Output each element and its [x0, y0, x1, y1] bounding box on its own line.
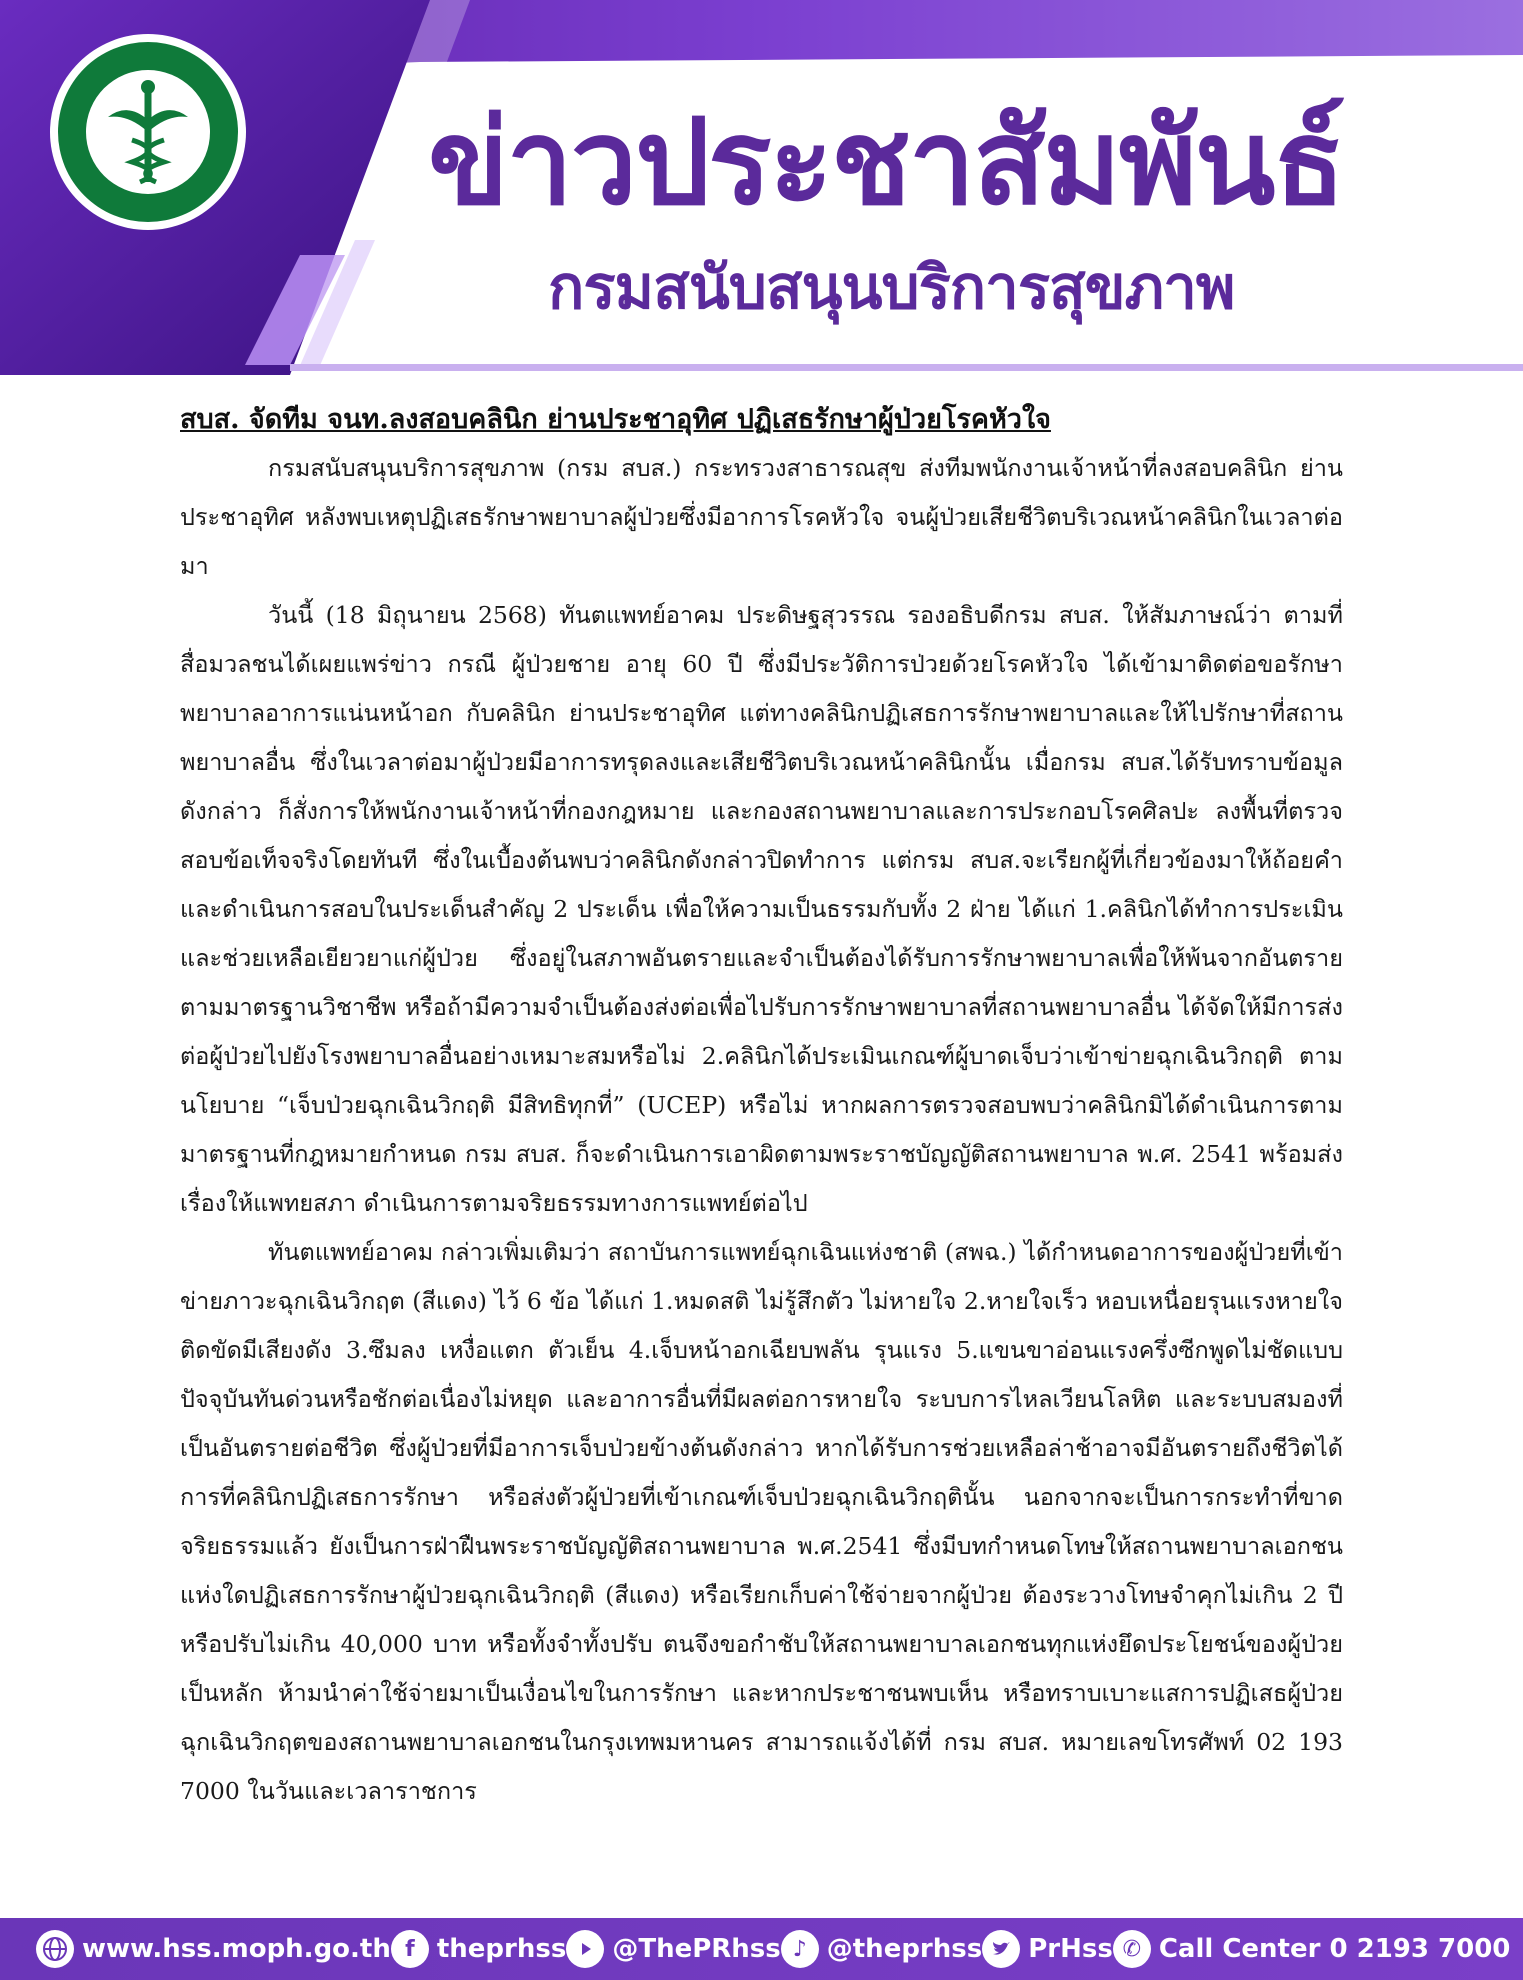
- banner-subtitle: กรมสนับสนุนบริการสุขภาพ: [548, 253, 1235, 323]
- article-paragraph-1: กรมสนับสนุนบริการสุขภาพ (กรม สบส.) กระทรวงสาธารณสุข ส่งทีมพนักงานเจ้าหน้าที่ลงสอบคลินิก ย่านประชาอุทิศ หลังพบเหตุปฏิเสธรักษาพยาบาลผู้ป่วยซึ่งมีอาการโรคหัวใจ จนผู้ป่วยเสียชีวิตบริเวณหน้าคลินิกในเวลาต่อมา: [180, 454, 1343, 580]
- globe-icon: [36, 1930, 74, 1968]
- article-headline: สบส. จัดทีม จนท.ลงสอบคลินิก ย่านประชาอุทิศ ปฏิเสธรักษาผู้ป่วยโรคหัวใจ: [180, 404, 1051, 435]
- footer-twitter-label: PrHss: [1028, 1934, 1113, 1964]
- facebook-icon: f: [391, 1930, 429, 1968]
- article-paragraph-2: วันนี้ (18 มิถุนายน 2568) ทันตแพทย์อาคม ประดิษฐสุวรรณ รองอธิบดีกรม สบส. ให้สัมภาษณ์ว่า ตามที่สื่อมวลชนได้เผยแพร่ข่าว กรณี ผู้ป่วยชาย อายุ 60 ปี ซึ่งมีประวัติการป่วยด้วยโรคหัวใจ ได้เข้ามาติดต่อขอรักษาพยาบาลอาการแน่นหน้าอก กับคลินิก ย่านประชาอุทิศ แต่ทางคลินิกปฏิเสธการรักษาพยาบาลและให้ไปรักษาที่สถานพยาบาลอื่น ซึ่งในเวลาต่อมาผู้ป่วยมีอาการทรุดลงและเสียชีวิตบริเวณหน้าคลินิกนั้น เมื่อกรม สบส.ได้รับทราบข้อมูลดังกล่าว ก็สั่งการให้พนักงานเจ้าหน้าที่กองกฎหมาย และกองสถานพยาบาลและการประกอบโรคศิลปะ ลงพื้นที่ตรวจสอบข้อเท็จจริงโดยทันที ซึ่งในเบื้องต้นพบว่าคลินิกดังกล่าวปิดทำการ แต่กรม สบส.จะเรียกผู้ที่เกี่ยวข้องมาให้ถ้อยคำ และดำเนินการสอบในประเด็นสำคัญ 2 ประเด็น เพื่อให้ความเป็นธรรมกับทั้ง 2 ฝ่าย ได้แก่ 1.คลินิกได้ทำการประเมิน และช่วยเหลือเยียวยาแก่ผู้ป่วย ซึ่งอยู่ในสภาพอันตรายและจำเป็นต้องได้รับการรักษาพยาบาลเพื่อให้พ้นจากอันตรายตามมาตรฐานวิชาชีพ หรือถ้ามีความจำเป็นต้องส่งต่อเพื่อไปรับการรักษาพยาบาลที่สถานพยาบาลอื่น ได้จัดให้มีการส่งต่อผู้ป่วยไปยังโรงพยาบาลอื่นอย่างเหมาะสมหรือไม่ 2.คลินิกได้ประเมินเกณฑ์ผู้บาดเจ็บว่าเข้าข่ายฉุกเฉินวิกฤติ ตามนโยบาย “เจ็บป่วยฉุกเฉินวิกฤติ มีสิทธิทุกที่” (UCEP) หรือไม่ หากผลการตรวจสอบพบว่าคลินิกมิได้ดำเนินการตามมาตรฐานที่กฎหมายกำหนด กรม สบส. ก็จะดำเนินการเอาผิดตามพระราชบัญญัติสถานพยาบาล พ.ศ. 2541 พร้อมส่งเรื่องให้แพทยสภา ดำเนินการตามจริยธรรมทางการแพทย์ต่อไป: [180, 601, 1343, 1217]
- footer-facebook[interactable]: [391, 1930, 566, 1968]
- footer-tiktok-label: @theprhss: [826, 1934, 983, 1964]
- footer-facebook-label: theprhss: [436, 1934, 567, 1964]
- page-header: [0, 0, 1523, 375]
- footer-tiktok[interactable]: [781, 1930, 982, 1968]
- ministry-logo: [40, 32, 270, 282]
- footer-call-center[interactable]: [1113, 1930, 1511, 1968]
- footer-youtube[interactable]: [566, 1930, 780, 1968]
- footer-website-label: www.hss.moph.go.th: [82, 1934, 391, 1964]
- phone-icon: ✆: [1113, 1930, 1151, 1968]
- contact-footer: [0, 1918, 1523, 1980]
- footer-call-center-label: Call Center 0 2193 7000: [1158, 1934, 1511, 1964]
- twitter-icon: [982, 1930, 1020, 1968]
- ministry-seal-icon: [40, 32, 270, 282]
- footer-website[interactable]: [36, 1930, 391, 1968]
- youtube-icon: [566, 1930, 604, 1968]
- footer-twitter[interactable]: [982, 1930, 1113, 1968]
- footer-youtube-label: @ThePRhss: [612, 1934, 781, 1964]
- article: [180, 398, 1343, 1816]
- tiktok-icon: ♪: [781, 1930, 819, 1968]
- article-paragraph-3: ทันตแพทย์อาคม กล่าวเพิ่มเติมว่า สถาบันการแพทย์ฉุกเฉินแห่งชาติ (สพฉ.) ได้กำหนดอาการของผู้ป่วยที่เข้าข่ายภาวะฉุกเฉินวิกฤต (สีแดง) ไว้ 6 ข้อ ได้แก่ 1.หมดสติ ไม่รู้สึกตัว ไม่หายใจ 2.หายใจเร็ว หอบเหนื่อยรุนแรงหายใจติดขัดมีเสียงดัง 3.ซึมลง เหงื่อแตก ตัวเย็น 4.เจ็บหน้าอกเฉียบพลัน รุนแรง 5.แขนขาอ่อนแรงครึ่งซีกพูดไม่ชัดแบบปัจจุบันทันด่วนหรือชักต่อเนื่องไม่หยุด และอาการอื่นที่มีผลต่อการหายใจ ระบบการไหลเวียนโลหิต และระบบสมองที่เป็นอันตรายต่อชีวิต ซึ่งผู้ป่วยที่มีอาการเจ็บป่วยข้างต้นดังกล่าว หากได้รับการช่วยเหลือล่าช้าอาจมีอันตรายถึงชีวิตได้ การที่คลินิกปฏิเสธการรักษา หรือส่งตัวผู้ป่วยที่เข้าเกณฑ์เจ็บป่วยฉุกเฉินวิกฤตินั้น นอกจากจะเป็นการกระทำที่ขาดจริยธรรมแล้ว ยังเป็นการฝ่าฝืนพระราชบัญญัติสถานพยาบาล พ.ศ.2541 ซึ่งมีบทกำหนดโทษให้สถานพยาบาลเอกชนแห่งใดปฏิเสธการรักษาผู้ป่วยฉุกเฉินวิกฤติ (สีแดง) หรือเรียกเก็บค่าใช้จ่ายจากผู้ป่วย ต้องระวางโทษจำคุกไม่เกิน 2 ปี หรือปรับไม่เกิน 40,000 บาท หรือทั้งจำทั้งปรับ ตนจึงขอกำชับให้สถานพยาบาลเอกชนทุกแห่งยึดประโยชน์ของผู้ป่วยเป็นหลัก ห้ามนำค่าใช้จ่ายมาเป็นเงื่อนไขในการรักษา และหากประชาชนพบเห็น หรือทราบเบาะแสการปฏิเสธผู้ป่วยฉุกเฉินวิกฤตของสถานพยาบาลเอกชนในกรุงเทพมหานคร สามารถแจ้งได้ที่ กรม สบส. หมายเลขโทรศัพท์ 02 193 7000 ในวันและเวลาราชการ: [180, 1238, 1343, 1805]
- banner-title: ข่าวประชาสัมพันธ์: [428, 93, 1344, 231]
